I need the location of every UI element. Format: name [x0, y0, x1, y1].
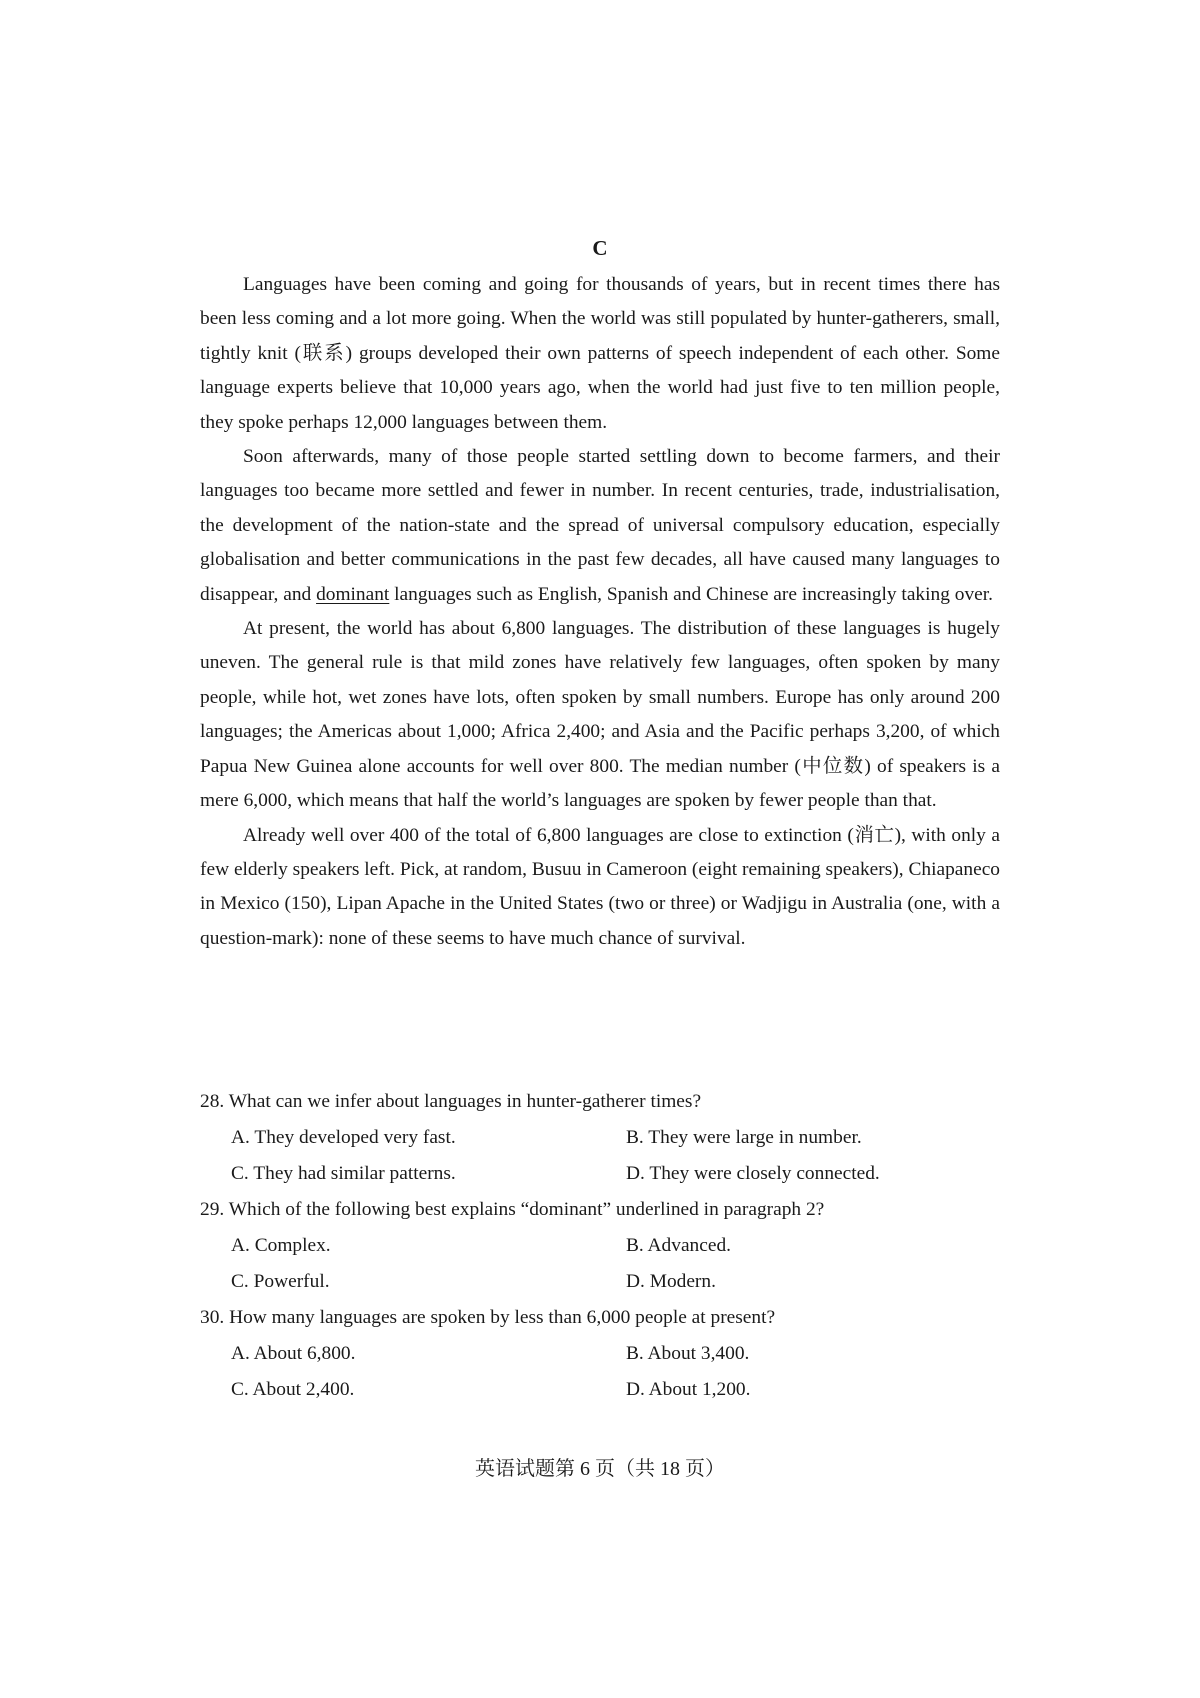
reading-passage — [200, 268, 1000, 956]
option-b: B. About 3,400. — [626, 1343, 750, 1364]
question-stem: 28. What can we infer about languages in hunter-gatherer times? — [200, 1091, 702, 1112]
answer-options — [231, 1336, 1020, 1408]
question-stem: 30. How many languages are spoken by less than 6,000 people at present? — [200, 1307, 776, 1328]
question-30 — [200, 1300, 1020, 1408]
paragraph-3: At present, the world has about 6,800 languages. The distribution of these languages is hugely uneven. The general rule is that mild zones have relatively few languages, often spoken by many people, while hot, wet zones have lots, often spoken by small numbers. Europe has only around 200 languages; the Americas about 1,000; Africa 2,400; and Asia and the Pacific perhaps 3,200, of which Papua New Guinea alone accounts for well over 800. The median number (中位数) of speakers is a mere 6,000, which means that half the world’s languages are spoken by fewer people than that. — [200, 618, 1000, 812]
option-c: C. About 2,400. — [231, 1379, 355, 1400]
page-footer: 英语试题第 6 页（共 18 页） — [475, 1458, 725, 1480]
option-a: A. They developed very fast. — [231, 1127, 456, 1148]
question-29 — [200, 1192, 1020, 1300]
option-c: C. They had similar patterns. — [231, 1163, 456, 1184]
option-d: D. Modern. — [626, 1271, 716, 1292]
question-28 — [200, 1084, 1020, 1192]
section-heading: C — [592, 236, 608, 260]
option-d: D. About 1,200. — [626, 1379, 751, 1400]
underlined-word-dominant: dominant — [316, 583, 390, 605]
option-a: A. Complex. — [231, 1235, 331, 1256]
paragraph-2 — [200, 440, 1000, 612]
option-c: C. Powerful. — [231, 1271, 330, 1292]
paragraph-4: Already well over 400 of the total of 6,800 languages are close to extinction (消亡), with only a few elderly speakers left. Pick, at random, Busuu in Cameroon (eight remaining speakers), Chiapaneco in Mexico (150), Lipan Apache in the United States (two or three) or Wadjigu in Australia (one, with a question-mark): none of these seems to have much chance of survival. — [200, 824, 1000, 949]
option-b: B. They were large in number. — [626, 1127, 862, 1148]
question-list — [200, 1084, 1020, 1408]
answer-options — [231, 1120, 1020, 1192]
option-a: A. About 6,800. — [231, 1343, 356, 1364]
option-d: D. They were closely connected. — [626, 1163, 880, 1184]
question-stem: 29. Which of the following best explains “dominant” underlined in paragraph 2? — [200, 1199, 825, 1220]
paragraph-2-text-after: languages such as English, Spanish and Chinese are increasingly taking over. — [389, 583, 993, 605]
paragraph-1: Languages have been coming and going for thousands of years, but in recent times there has been less coming and a lot more going. When the world was still populated by hunter-gatherers, small, tightly knit (联系) groups developed their own patterns of speech independent of each other. Some language experts believe that 10,000 years ago, when the world had just five to ten million people, they spoke perhaps 12,000 languages between them. — [200, 274, 1000, 433]
paragraph-2-text-before: Soon afterwards, many of those people started settling down to become farmers, and their languages too became more settled and fewer in number. In recent centuries, trade, industrialisation, the development of the nation-state and the spread of universal compulsory education, especially globalisation and better communications in the past few decades, all have caused many languages to disappear, and — [200, 446, 1000, 605]
answer-options — [231, 1228, 1020, 1300]
option-b: B. Advanced. — [626, 1235, 732, 1256]
